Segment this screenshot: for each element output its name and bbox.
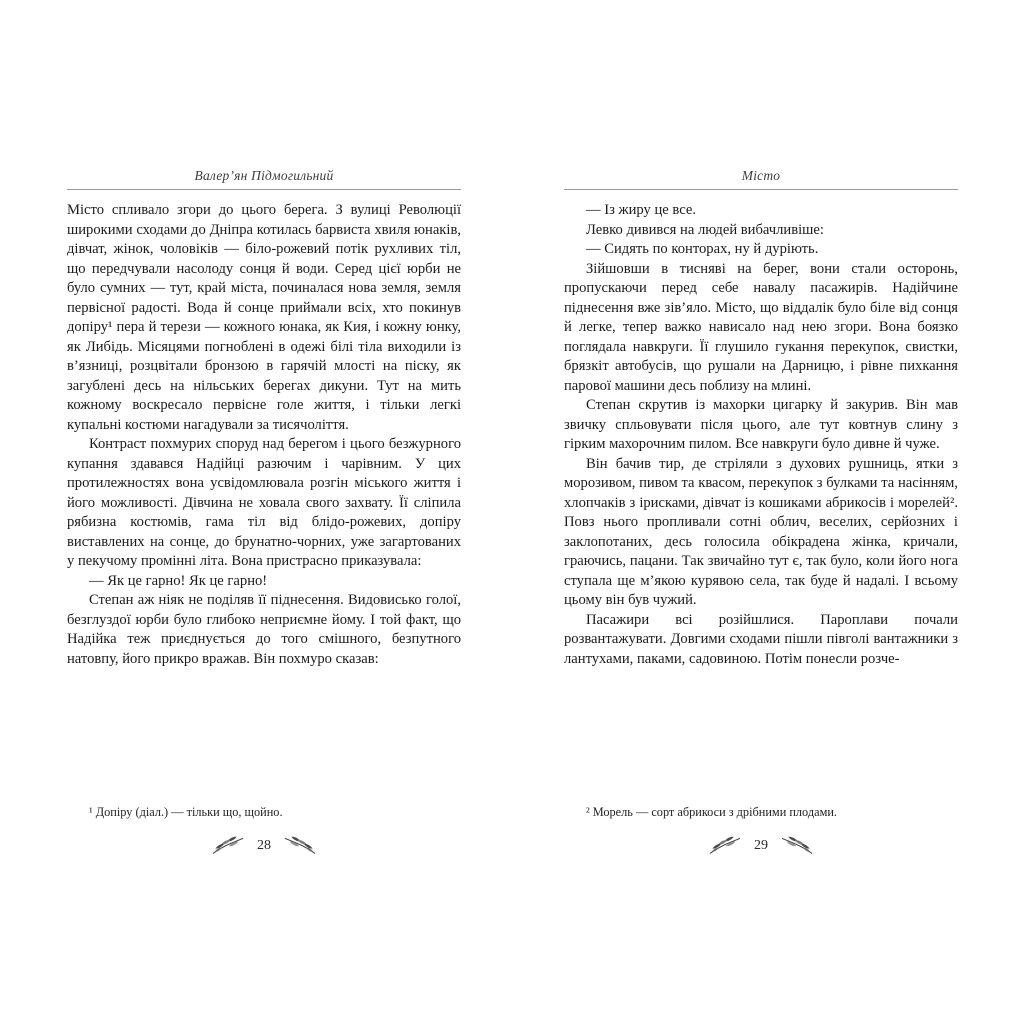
- running-header-text: Місто: [741, 168, 781, 183]
- page-number: 29: [754, 837, 768, 853]
- body-text: [564, 201, 958, 669]
- dialogue-line: — Сидять по конторах, ну й дуріють.: [586, 241, 819, 257]
- laurel-branch-icon: [709, 836, 741, 855]
- paragraph: Зійшовши в тисняві на берег, вони стали осторонь, пропускаючи перед себе навалу пасажирів. Надійчине піднесення вже зів’яло. Місто, що віддалік було біле від сонця й легке, тепер важко нависало над нею згори. Вона боязко поглядала навкруги. Її глушило гукання перекупок, свистки, брязкіт автобусів, що рушали на Дарницю, і рівне пихкання парової машини десь поблизу на млині.: [564, 260, 958, 394]
- running-header-author: [67, 168, 461, 190]
- paragraph: Місто спливало згори до цього берега. З вулиці Революції широкими сходами до Дніпра котилась барвиста хвиля юнаків, дівчат, жінок, чоловіків — біло-рожевий потік рухливих тіл, що передчували насолоду сонця й води. Серед цієї юрби не було сумних — тут, край міста, починалася нова земля, земля первісної радості. Вода й сонце приймали всіх, хто покинув допіру¹ пера й терези — кожного юнака, як Кия, і кожну юнку, як Либідь. Місяцями погноблені в одежі білі тіла виходили із в’язниці, розцвітали бронзою в гарячій млості на піску, як загублені десь на нільських берегах дикуни. Тут на мить кожному воскресало первісне голе життя, і тільки легкі купальні костюми нагадували за тисячоліття.: [67, 202, 461, 433]
- footnote: ¹ Допіру (діал.) — тільки що, щойно.: [89, 805, 283, 819]
- page-number-row: [67, 836, 461, 855]
- paragraph: Левко дивився на людей вибачливіше:: [586, 221, 824, 238]
- laurel-branch-icon: [284, 836, 316, 855]
- laurel-branch-icon: [212, 836, 244, 855]
- running-header-title: [564, 168, 958, 190]
- footnote: ² Морель — сорт абрикоси з дрібними плодами.: [586, 805, 838, 819]
- paragraph: Пасажири всі розійшлися. Пароплави почали розвантажувати. Довгими сходами пішли півголі вантажники з лантухами, паками, садовиною. Потім понесли розче-: [564, 611, 958, 667]
- running-header-text: Валер’ян Підмогильний: [194, 168, 334, 183]
- page-number: 28: [257, 837, 271, 853]
- dialogue-line: — Із жиру це все.: [586, 202, 696, 218]
- page-left: [67, 168, 461, 888]
- paragraph: Контраст похмурих споруд над берегом і цього безжурного купання здавався Надійці разючим і чарівним. У цих протилежностях вона усвідомлювала розгін міського життя і його можливості. Дівчина не ховала свого захвату. Її сліпила рябизна костюмів, гама тіл від блідо-рожевих, допіру виставлених на сонце, до брунатно-чорних, уже загартованих у пекучому промінні літа. Вона пристрасно приказувала:: [67, 436, 461, 569]
- page-right: [564, 168, 958, 888]
- paragraph: Він бачив тир, де стріляли з духових рушниць, ятки з морозивом, пивом та квасом, перекупок з булками та насінням, хлопчаків з ірисками, дівчат із кошиками абрикосів і морелей². Повз нього пропливали сотні облич, веселих, серйозних і заклопотаних, десь голосила обікрадена жінка, кричали, граючись, пацани. Так звичайно тут є, так було, коли його нога ступала ще м’якою курявою села, так буде й надалі. І всьому цьому він був чужий.: [564, 455, 958, 608]
- laurel-branch-icon: [781, 836, 813, 855]
- paragraph: Степан аж ніяк не поділяв її піднесення. Видовисько голої, безглуздої юрби було глибоко неприємне йому. І той факт, що Надійка теж приєднується до того смішного, безпутного натовпу, його прикро вражав. Він похмуро сказав:: [67, 592, 461, 667]
- dialogue-line: — Як це гарно! Як це гарно!: [89, 572, 268, 589]
- body-text: [67, 201, 461, 669]
- page-number-row: [564, 836, 958, 855]
- paragraph: Степан скрутив із махорки цигарку й закурив. Він мав звичку спльовувати після цього, але тут ковтнув слину з гірким махорочним пилом. Все навкруги було дивне й чуже.: [564, 397, 958, 452]
